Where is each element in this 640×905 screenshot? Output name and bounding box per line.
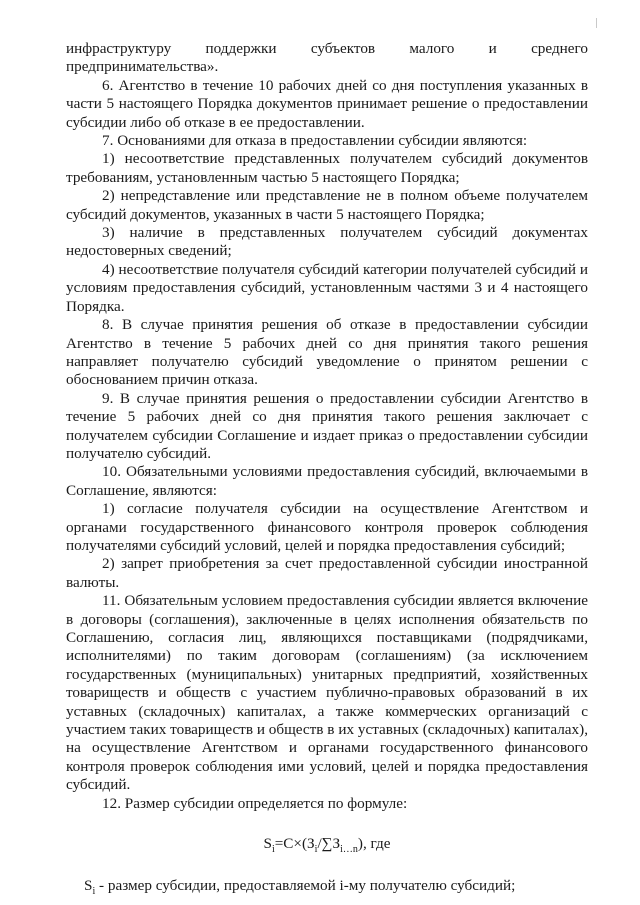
paragraph-9: 9. В случае принятия решения о предоставлении субсидии Агентство в течение 5 рабочих дней со дня принятия такого решения заключает с получателем субсидии Соглашение и издает приказ о предоставлении субсидии получателю субсидий. bbox=[66, 389, 588, 462]
paragraph-7-item-2: 2) непредставление или представление не в полном объеме получателем субсидий документов, указанных в части 5 настоящего Порядка; bbox=[66, 187, 588, 223]
formula-middle-subscript: i bbox=[314, 844, 318, 856]
paragraph-7: 7. Основаниями для отказа в предоставлении субсидии являются: bbox=[102, 132, 528, 150]
formula-definition bbox=[66, 877, 588, 898]
paragraph-7-item-3: 3) наличие в представленных получателем субсидий документах недостоверных сведений; bbox=[66, 224, 588, 260]
definition-symbol: S bbox=[84, 877, 93, 895]
formula-sum: /∑З bbox=[317, 835, 341, 853]
formula-tail: ), где bbox=[357, 835, 391, 853]
definition-symbol-subscript: i bbox=[92, 886, 96, 898]
paragraph-11: 11. Обязательным условием предоставления субсидии является включение в договоры (соглашения), заключенные в целях исполнения обязательств по Соглашению, согласия лиц, являющихся поставщиками (подрядчиками, исполнителями) по таким договорам (соглашениям) (за исключением государственных (муниципальных) унитарных предприятий, хозяйственных товариществ и обществ с участием публично-правовых образований в их уставных (складочных) капиталах, а также коммерческих организаций с участием таких товариществ и обществ в их уставных (складочных) капиталах), на осуществление Агентством и органами государственного финансового контроля проверок соблюдения ими условий, целей и порядка предоставления субсидий. bbox=[66, 592, 588, 794]
paragraph-10-item-2: 2) запрет приобретения за счет предоставленной субсидии иностранной валюты. bbox=[66, 555, 588, 591]
paragraph-6: 6. Агентство в течение 10 рабочих дней со дня поступления указанных в части 5 настоящего Порядка документов принимает решение о предоставлении субсидии либо об отказе в ее предоставлении. bbox=[66, 76, 588, 131]
formula-middle: =C×(З bbox=[274, 835, 315, 853]
paragraph-8: 8. В случае принятия решения об отказе в предоставлении субсидии Агентство в течение 5 рабочих дней со дня принятия такого решения направляет получателю субсидий уведомление о принятом решении с обоснованием причин отказа. bbox=[66, 316, 588, 389]
formula-lhs-subscript: i bbox=[271, 844, 275, 856]
definition-text: - размер субсидии, предоставляемой i-му получателю субсидий; bbox=[95, 877, 516, 895]
scan-mark bbox=[596, 18, 597, 28]
document-body bbox=[66, 40, 588, 896]
formula-lhs: S bbox=[263, 835, 272, 853]
formula-sum-subscript: i…n bbox=[340, 844, 358, 856]
paragraph-continuation: инфраструктуру поддержки субъектов малого и среднего предпринимательства». bbox=[66, 40, 588, 76]
subsidy-formula bbox=[66, 835, 588, 856]
paragraph-10: 10. Обязательными условиями предоставления субсидий, включаемыми в Соглашение, являются: bbox=[66, 463, 588, 499]
paragraph-12: 12. Размер субсидии определяется по формуле: bbox=[102, 794, 408, 812]
paragraph-10-item-1: 1) согласие получателя субсидии на осуществление Агентством и органами государственного финансового контроля проверок соблюдения получателями субсидий условий, целей и порядка предоставления субсидий; bbox=[66, 500, 588, 554]
paragraph-7-item-1: 1) несоответствие представленных получателем субсидий документов требованиям, установленным частью 5 настоящего Порядка; bbox=[66, 150, 588, 186]
paragraph-7-item-4: 4) несоответствие получателя субсидий категории получателей субсидий и условиям предоставления субсидий, установленным частями 3 и 4 настоящего Порядка. bbox=[66, 260, 588, 315]
